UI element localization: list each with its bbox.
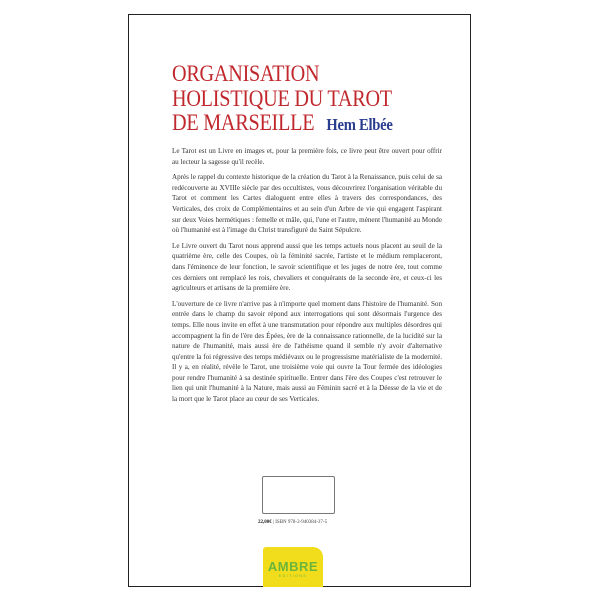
publisher-sub: EDITIONS (278, 574, 308, 578)
barcode-box (262, 476, 335, 514)
paragraph: L'ouverture de ce livre n'arrive pas à n'importe quel moment dans l'histoire de l'humanité. Son entrée dans le champ du savoir répond aux interrogations qui sont désormais l'urgence des temps. Elle nous invite en effet à une transmutation pour répondre aux multiples désordres qui accompagnent la fin de l'ère des Épées, ère de la connaissance rationnelle, de la lucidité sur la nature de l'humanité, mais aussi ère de l'athéisme quand il semble n'y avoir d'alternative qu'entre la foi régressive des temps médiévaux ou le progressisme matérialiste de la modernité. Il y a, en réalité, révèle le Tarot, une troisième voie qui ouvre la Tour fermée des idéologies pour rendre l'humanité à sa destinée spirituelle. Entrer dans l'ère des Coupes c'est retrouver le lien qui unit l'humanité à la Nature, mais aussi au Féminin sacré et à la Déesse de la vie et de la mort que le Tarot place au cœur de ses Verticales. (172, 299, 442, 404)
publisher-name: AMBRE (267, 559, 319, 574)
title-line: HOLISTIQUE DU TAROT (172, 85, 392, 112)
price: 22,00€ (258, 520, 272, 525)
paragraph: Le Livre ouvert du Tarot nous apprend aussi que les temps actuels nous placent au seuil de la quatrième ère, celle des Coupes, où la féminité sacrée, l'artiste et le médium remplaceront, dans l'éminence de leur fonction, le savoir scientifique et les juges de notre ère, tout comme ces derniers ont remplacé les rois, chevaliers et conquérants de la seconde ère, et ceux-ci les agriculteurs et artisans de la première ère. (172, 241, 442, 293)
publisher-logo (263, 547, 323, 587)
isbn: ISBN 978-2-940384-37-5 (275, 520, 328, 525)
book-title (172, 62, 421, 138)
price-isbn: 22,00€ | ISBN 978-2-940384-37-5 (258, 520, 328, 525)
paragraph: Le Tarot est un Livre en images et, pour la première fois, ce livre peut être ouvert pour offrir au lecteur la sagesse qu'il recèle. (172, 147, 442, 166)
title-line: ORGANISATION (172, 61, 320, 87)
paragraph: Après le rappel du contexte historique de la création du Tarot à la Renaissance, puis celui de sa redécouverte au XVIIIe siècle par des occultistes, vous découvrirez l'organisation véritable du Tarot et comment les Cartes dialoguent entre elles à travers des correspondances, des Verticales, des croix de Complémentaires et au sein d'un Arbre de vie qui engagent l'aspirant sur deux Voies hermétiques : femelle et mâle, qui, l'une et l'autre, mènent l'humanité au Monde où l'humanité est à l'image du Christ transfiguré du Saint Sépulcre. (172, 173, 442, 235)
title-line: DE MARSEILLE Hem Elbée (172, 110, 393, 136)
blurb-text (172, 146, 442, 410)
author-name: Hem Elbée (326, 115, 393, 134)
